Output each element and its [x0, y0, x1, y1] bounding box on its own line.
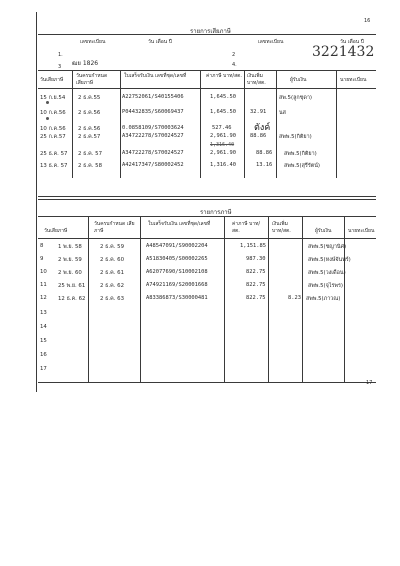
t1-r3-paid: 25 ก.ค.57 — [40, 134, 66, 140]
t1-r1-paid: 10 ก.ค.56 — [40, 110, 66, 116]
t1-r5-receipt: A42417347/S80002452 — [122, 162, 184, 168]
header-title: รายการเสียภาษี — [190, 28, 231, 35]
table2-title: รายการภาษี — [200, 209, 232, 216]
t2-r1-due: 2 ธ.ค. 60 — [100, 257, 125, 263]
t1-r5-tax: 1,316.40 — [210, 162, 236, 168]
t2-r0-paid: 1 พ.ย. 58 — [58, 244, 82, 250]
t2-r2-receipt: A62077690/S10002108 — [146, 269, 208, 275]
t1-r3-extra: 88.86 — [250, 133, 267, 139]
t2-r0-receiver: สพพ.5(ชญานิศ) — [308, 244, 347, 250]
handwritten-code: 3221432 — [312, 44, 375, 60]
header-line2: 2 — [232, 52, 236, 58]
t1-r2-tax: 527.46 — [212, 125, 232, 131]
t1-r5-extra: 13.16 — [256, 162, 273, 168]
header-right-col2: วัน เดือน ปี — [340, 39, 364, 45]
header-line3: 3 — [58, 64, 62, 70]
header-left-col1: เลขทะเบียน — [80, 39, 106, 45]
t2-r2-due: 2 ธ.ค. 61 — [100, 270, 125, 276]
t2-r3-tax: 822.75 — [246, 282, 266, 288]
t2-r2-receiver: สพพ.5(วงเดือน) — [308, 270, 346, 276]
t1-r0-receipt: A22752061/S40155406 — [122, 94, 184, 100]
t2-r2-tax: 822.75 — [246, 269, 266, 275]
t1-r1-extra: 32.91 — [250, 109, 267, 115]
t2-r1-num: 9 — [40, 256, 44, 262]
t1-r3-receiver: สพพ.5(กิติยา) — [279, 134, 312, 140]
t2-r0-num: 8 — [40, 243, 44, 249]
t1-r0-due: 2 ธ.ค.55 — [78, 95, 101, 101]
t2-r0-receipt: A48547091/S90002204 — [146, 243, 208, 249]
t2-col-tax: ค่าภาษี บาท/สต. — [232, 221, 261, 234]
t2-empty-row-num: 15 — [40, 338, 47, 344]
t2-r4-tax: 822.75 — [246, 295, 266, 301]
t2-r4-receipt: A83386873/S30000481 — [146, 295, 208, 301]
t2-r1-paid: 2 พ.ย. 59 — [58, 257, 82, 263]
t2-r2-num: 10 — [40, 269, 47, 275]
t1-r4-receiver: สพพ.5(กิติยา) — [284, 151, 317, 157]
t1-r3-receipt: A34722278/S70024527 — [122, 133, 184, 139]
t2-empty-row-num: 16 — [40, 352, 47, 358]
t1-r4-due: 2 ธ.ค. 57 — [78, 151, 103, 157]
footer-page-number: 17 — [366, 380, 373, 386]
tick-mark — [46, 117, 49, 120]
t1-col-receipt: ใบเสร็จรับเงิน เลขที่ชุด/เลขที่ — [124, 73, 187, 79]
t1-r0-receiver: สพ.5(ลูกชุดา) — [279, 95, 312, 101]
t2-r0-due: 2 ธ.ค. 59 — [100, 244, 125, 250]
t1-r4-receipt: A34722278/S70024527 — [122, 150, 184, 156]
t1-crossed-tax: 1,316.40 — [210, 142, 235, 148]
t2-r3-receipt: A74921169/S20001668 — [146, 282, 208, 288]
t2-r4-num: 12 — [40, 295, 47, 301]
t2-r4-paid: 12 ธ.ค. 62 — [58, 296, 86, 302]
t1-r5-paid: 13 ธ.ค. 57 — [40, 163, 68, 169]
tick-mark — [46, 101, 49, 104]
t2-r3-receiver: สพพ.5(จุไรพร) — [308, 283, 343, 289]
t2-r0-tax: 1,151.85 — [240, 243, 266, 249]
t1-r5-receiver: สพพ.5(สุรีรัตน์) — [284, 163, 321, 169]
t2-col-registrar: นายทะเบียน — [348, 228, 375, 234]
t1-r4-tax: 2,961.90 — [210, 150, 236, 156]
t2-r3-due: 2 ธ.ค. 62 — [100, 283, 125, 289]
t2-empty-row-num: 13 — [40, 310, 47, 316]
t2-r1-receiver: สพพ.5(หงษ์จันทร์) — [308, 257, 351, 263]
t2-r4-receiver: สพพ.5(ภาวณ) — [306, 296, 341, 302]
vehicle-plate: ฒย 1826 — [72, 60, 99, 67]
t1-r1-receipt: P04432835/S60069437 — [122, 109, 184, 115]
t1-r3-due: 2 ธ.ค.57 — [78, 134, 101, 140]
t1-col-registrar: นายทะเบียน — [340, 77, 367, 83]
t2-r4-extra: 8.23 — [288, 295, 301, 301]
header-line4: 4. — [232, 62, 237, 68]
t1-r3-tax: 2,961.90 — [210, 133, 236, 139]
t1-r4-paid: 25 ธ.ค. 57 — [40, 151, 68, 157]
header-left-col2: วัน เดือน ปี — [148, 39, 172, 45]
t2-col-paid: วันเสียภาษี — [44, 228, 68, 234]
t1-r1-receiver: นส — [279, 110, 286, 116]
t1-col-receiver: ผู้รับเงิน — [290, 77, 307, 83]
t1-col-due: วันครบกำหนด เสียภาษี — [76, 73, 108, 86]
t1-r2-paid: 10 ก.ค.56 — [40, 126, 66, 132]
t2-r1-receipt: A51830405/S00002265 — [146, 256, 208, 262]
t1-r5-due: 2 ธ.ค. 58 — [78, 163, 103, 169]
t1-r0-tax: 1,645.50 — [210, 94, 236, 100]
t2-col-due: วันครบกำหนด เสียภาษี — [94, 221, 135, 234]
t2-col-receiver: ผู้รับเงิน — [315, 228, 332, 234]
t1-col-paid: วันเสียภาษี — [40, 77, 64, 83]
t1-r1-tax: 1,645.50 — [210, 109, 236, 115]
header-right-col1: เลขทะเบียน — [258, 39, 284, 45]
header-line1: 1. — [58, 52, 63, 58]
signature-mark: ตังค์ — [254, 123, 271, 133]
t2-empty-row-num: 17 — [40, 366, 47, 372]
t2-r3-num: 11 — [40, 282, 47, 288]
t1-col-tax: ค่าภาษี บาท/สต. — [206, 73, 242, 79]
t1-r2-due: 2 ธ.ค.56 — [78, 126, 101, 132]
page-number: 16 — [364, 18, 371, 24]
t2-r2-paid: 2 พ.ย. 60 — [58, 270, 82, 276]
t2-empty-row-num: 14 — [40, 324, 47, 330]
t1-r2-receipt: 0.0858109/S70003624 — [122, 125, 184, 131]
t1-r4-extra: 88.86 — [256, 150, 273, 156]
t2-r1-tax: 987.30 — [246, 256, 266, 262]
t1-col-extra: เงินเพิ่ม บาท/สต. — [247, 73, 266, 86]
t2-col-receipt: ใบเสร็จรับเงิน เลขที่ชุด/เลขที่ — [148, 221, 211, 227]
t2-r4-due: 2 ธ.ค. 63 — [100, 296, 125, 302]
t1-r1-due: 2 ธ.ค.56 — [78, 110, 101, 116]
t2-r3-paid: 25 พ.ย. 61 — [58, 283, 86, 289]
t2-col-extra: เงินเพิ่ม บาท/สต. — [272, 221, 291, 234]
t1-r0-paid: 15 ก.ย.54 — [40, 95, 66, 101]
